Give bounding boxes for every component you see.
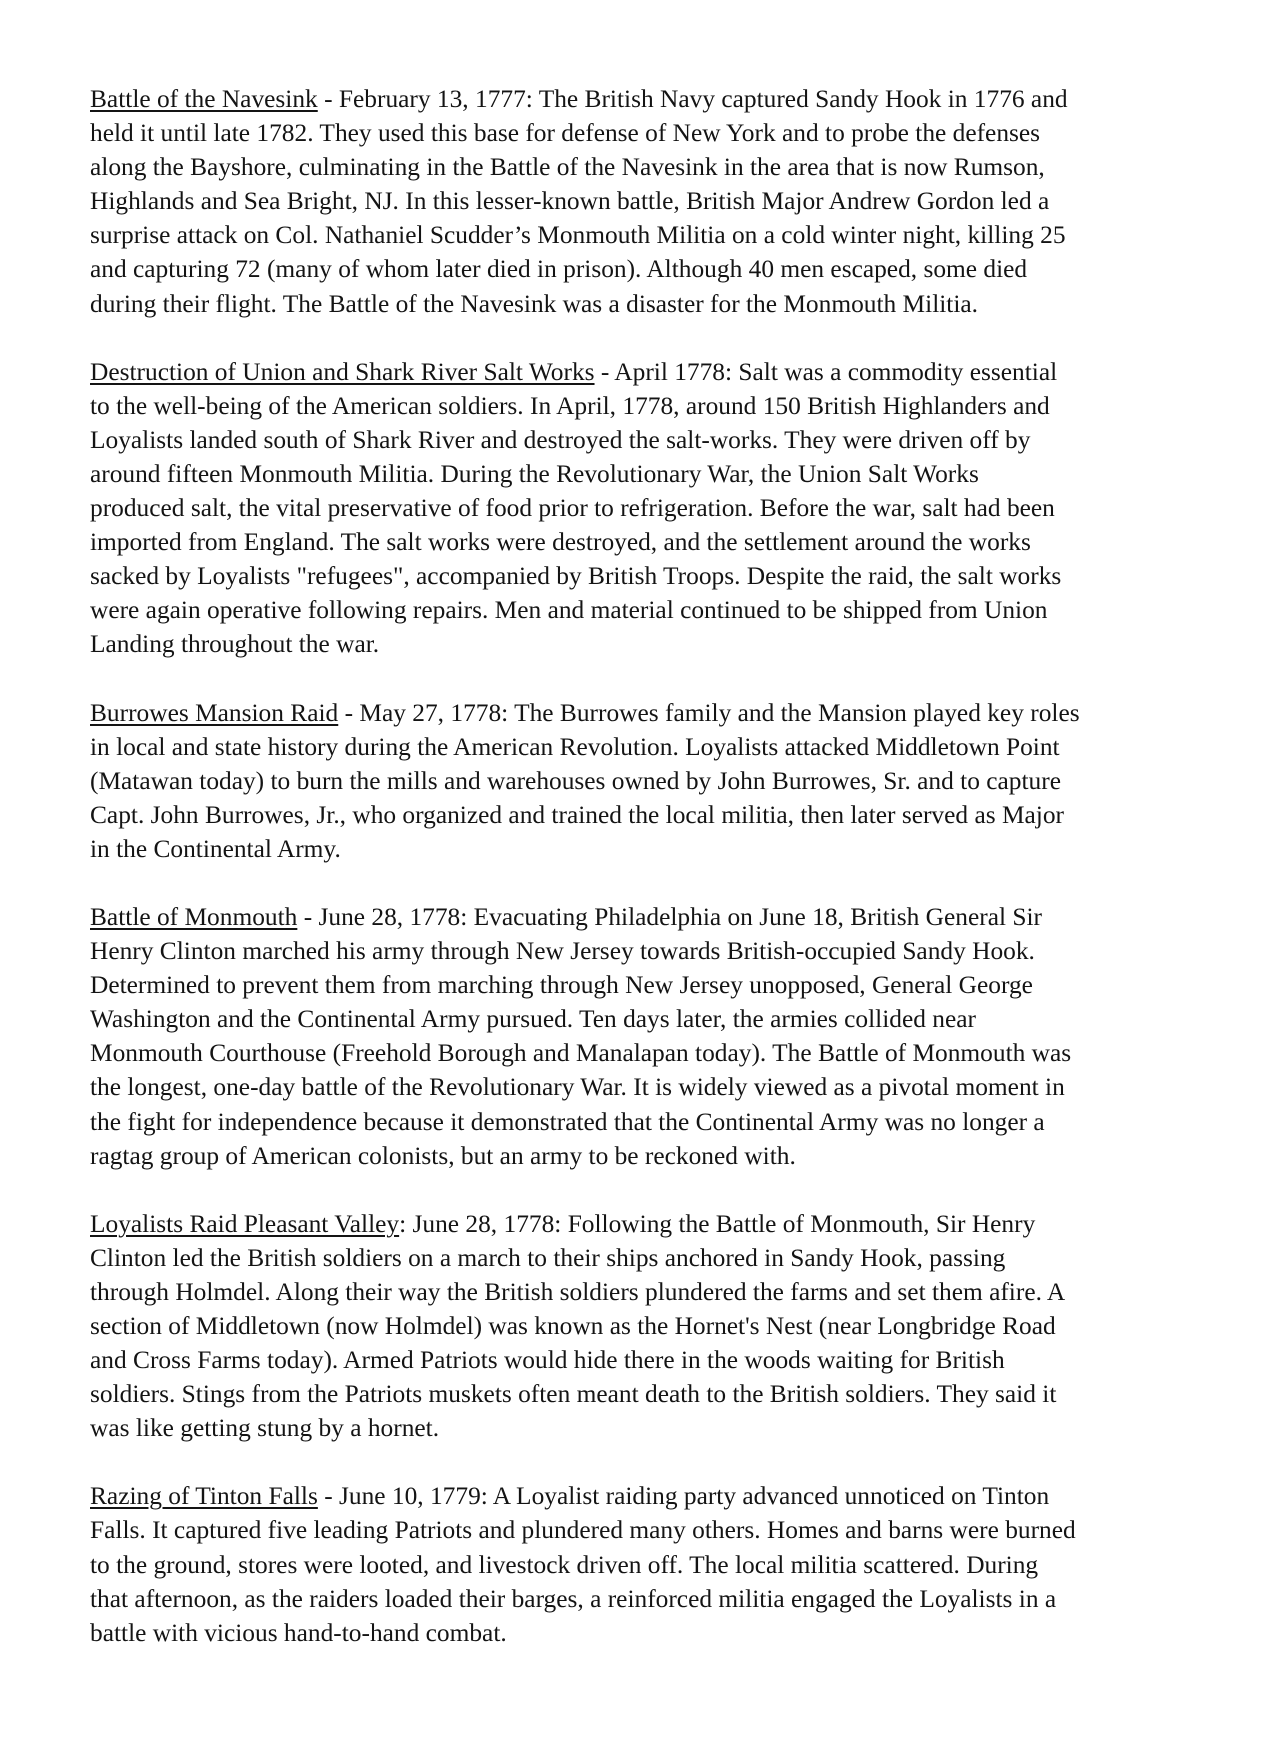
- text-line: held it until late 1782. They used this base for defense of New York and to probe the defenses: [90, 119, 1041, 148]
- text-line: section of Middletown (now Holmdel) was known as the Hornet's Nest (near Longbridge Road: [90, 1312, 1056, 1340]
- text-line: produced salt, the vital preservative of food prior to refrigeration. Before the war, salt had been: [90, 494, 1055, 523]
- entry-razing-of-tinton-falls: [90, 1479, 1260, 1649]
- entry-paragraph: [90, 355, 1260, 662]
- text-line: soldiers. Stings from the Patriots muskets often meant death to the British soldiers. They said it: [90, 1380, 1057, 1409]
- text-line: and Cross Farms today). Armed Patriots would hide there in the woods waiting for British: [90, 1346, 1005, 1375]
- text-line: (Matawan today) to burn the mills and warehouses owned by John Burrowes, Sr. and to capture: [90, 766, 1061, 795]
- entry-burrowes-mansion-raid: [90, 696, 1260, 866]
- heading-separator: -: [338, 698, 360, 727]
- text-line: and capturing 72 (many of whom later died in prison). Although 40 men escaped, some died: [90, 255, 1028, 284]
- text-line: the fight for independence because it demonstrated that the Continental Army was no longer a: [90, 1107, 1045, 1136]
- text-line: Clinton led the British soldiers on a march to their ships anchored in Sandy Hook, passing: [90, 1243, 1006, 1272]
- entry-heading: Battle of the Navesink: [90, 85, 318, 113]
- heading-separator: -: [317, 1482, 340, 1511]
- entry-first-line: [90, 82, 1260, 116]
- text-line: Monmouth Courthouse (Freehold Borough and Manalapan today). The Battle of Monmouth was: [90, 1039, 1072, 1068]
- text-line: surprise attack on Col. Nathaniel Scudder’s Monmouth Militia on a cold winter night, killing 25: [90, 221, 1066, 250]
- text-line: June 28, 1778: Evacuating Philadelphia on June 18, British General Sir: [318, 902, 1043, 931]
- text-line: that afternoon, as the raiders loaded their barges, a reinforced militia engaged the Loyalists in a: [90, 1584, 1057, 1613]
- entry-battle-of-monmouth: [90, 900, 1260, 1173]
- text-line: June 28, 1778: Following the Battle of Monmouth, Sir Henry: [412, 1209, 1036, 1238]
- text-line: sacked by Loyalists "refugees", accompanied by British Troops. Despite the raid, the salt works: [90, 562, 1062, 591]
- text-line: to the well-being of the American soldiers. In April, 1778, around 150 British Highlanders and: [90, 391, 1050, 420]
- entry-first-line: [90, 1207, 1260, 1241]
- entry-heading: Destruction of Union and Shark River Salt Works: [90, 357, 595, 386]
- text-line: Capt. John Burrowes, Jr., who organized and trained the local militia, then later served as Major: [90, 800, 1064, 829]
- text-line: ragtag group of American colonists, but an army to be reckoned with.: [90, 1141, 796, 1170]
- text-line: Falls. It captured five leading Patriots and plundered many others. Homes and barns were burned: [90, 1516, 1076, 1545]
- document-page: [90, 82, 1260, 1684]
- text-line: Determined to prevent them from marching through New Jersey unopposed, General George: [90, 971, 1033, 1000]
- text-line: were again operative following repairs. Men and material continued to be shipped from Union: [90, 596, 1048, 625]
- entry-heading: Battle of Monmouth: [90, 902, 298, 931]
- text-line: through Holmdel. Along their way the British soldiers plundered the farms and set them afire. A: [90, 1277, 1066, 1306]
- text-line: Highlands and Sea Bright, NJ. In this lesser-known battle, British Major Andrew Gordon led a: [90, 187, 1050, 216]
- entry-paragraph: [90, 82, 1260, 321]
- text-line: Landing throughout the war.: [90, 630, 380, 659]
- heading-separator: -: [594, 357, 615, 386]
- entry-first-line: [90, 696, 1260, 730]
- heading-separator: -: [317, 85, 339, 113]
- entry-first-line: [90, 1479, 1260, 1513]
- text-line: in the Continental Army.: [90, 834, 341, 863]
- text-line: in local and state history during the American Revolution. Loyalists attacked Middletown Point: [90, 732, 1060, 761]
- text-line: to the ground, stores were looted, and livestock driven off. The local militia scattered. During: [90, 1550, 1039, 1579]
- entry-battle-of-the-navesink: [90, 82, 1260, 321]
- text-line: along the Bayshore, culminating in the Battle of the Navesink in the area that is now Rumson,: [90, 153, 1045, 182]
- entry-first-line: [90, 900, 1260, 934]
- heading-separator: :: [399, 1209, 413, 1238]
- entry-paragraph: [90, 1479, 1260, 1649]
- entry-loyalists-raid-pleasant-valley: [90, 1207, 1260, 1446]
- text-line: April 1778: Salt was a commodity essential: [614, 357, 1058, 386]
- entry-salt-works: [90, 355, 1260, 662]
- text-line: was like getting stung by a hornet.: [90, 1414, 440, 1443]
- text-line: June 10, 1779: A Loyalist raiding party advanced unnoticed on Tinton: [339, 1482, 1050, 1511]
- text-line: February 13, 1777: The British Navy captured Sandy Hook in 1776 and: [338, 85, 1068, 113]
- text-line: the longest, one-day battle of the Revolutionary War. It is widely viewed as a pivotal moment in: [90, 1073, 1065, 1102]
- entry-paragraph: [90, 1207, 1260, 1446]
- text-line: Henry Clinton marched his army through New Jersey towards British-occupied Sandy Hook.: [90, 937, 1035, 966]
- heading-separator: -: [297, 902, 319, 931]
- entry-heading: Loyalists Raid Pleasant Valley: [90, 1209, 400, 1238]
- text-line: May 27, 1778: The Burrowes family and the Mansion played key roles: [359, 698, 1080, 727]
- text-line: during their flight. The Battle of the Navesink was a disaster for the Monmouth Militia.: [90, 289, 979, 318]
- text-line: Loyalists landed south of Shark River and destroyed the salt-works. They were driven off by: [90, 425, 1031, 454]
- text-line: around fifteen Monmouth Militia. During the Revolutionary War, the Union Salt Works: [90, 459, 979, 488]
- entry-first-line: [90, 355, 1260, 389]
- text-line: battle with vicious hand-to-hand combat.: [90, 1618, 507, 1647]
- text-line: imported from England. The salt works were destroyed, and the settlement around the works: [90, 528, 1031, 557]
- entry-heading: Burrowes Mansion Raid: [90, 698, 339, 727]
- text-line: Washington and the Continental Army pursued. Ten days later, the armies collided near: [90, 1005, 976, 1034]
- entry-paragraph: [90, 696, 1260, 866]
- entry-paragraph: [90, 900, 1260, 1173]
- entry-heading: Razing of Tinton Falls: [90, 1482, 318, 1511]
